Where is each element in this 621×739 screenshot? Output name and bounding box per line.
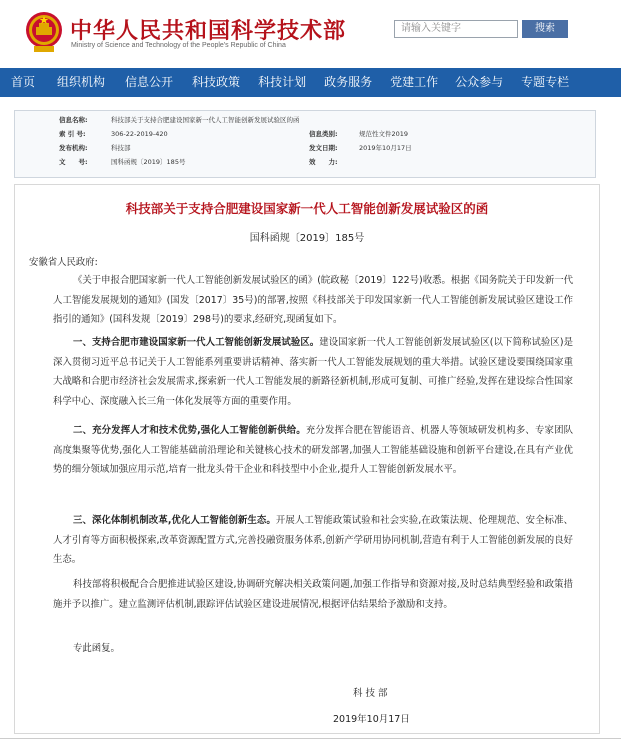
nav-item-policy[interactable]: 科技政策 bbox=[192, 75, 241, 89]
date-label: 发文日期: bbox=[309, 144, 338, 152]
doc-number-label: 文 号: bbox=[59, 158, 88, 166]
nav-item-party[interactable]: 党建工作 bbox=[390, 75, 439, 89]
para-intro: 《关于申报合肥国家新一代人工智能创新发展试验区的函》(皖政秘〔2019〕122号)收悉。根据《国务院关于印发新一代人工智能发展规划的通知》(国发〔2017〕35号)的部署,按照《科技部关于印发国家新一代人工智能创新发展试验区建设工作指引的通知》(国科发规〔2019〕298号)的要求,经研究,现函复如下。 bbox=[53, 275, 573, 326]
article-doc-number: 国科函规〔2019〕185号 bbox=[249, 233, 365, 244]
para-3-body: 开展人工智能政策试验和社会实验,在政策法规、伦理规范、安全标准、人才引育等方面积极探索,改革资源配置方式,完善投融资服务体系,创新产学研用协同机制,营造有利于人工智能创新发展的良好生态。 bbox=[53, 515, 573, 566]
article-title: 科技部关于支持合肥建设国家新一代人工智能创新发展试验区的函 bbox=[125, 201, 489, 216]
closing: 专此函复。 bbox=[73, 643, 120, 654]
category-label: 信息类别: bbox=[309, 130, 338, 138]
para-4: 科技部将积极配合合肥推进试验区建设,协调研究解决相关政策问题,加强工作指导和资源对接,及时总结典型经验和政策措施并予以推广。建立监测评估机制,跟踪评估试验区建设进展情况,根据评估结果给予激励和支持。 bbox=[53, 579, 573, 610]
info-name-label: 信息名称: bbox=[59, 116, 88, 124]
national-emblem-icon bbox=[24, 10, 64, 54]
site-header bbox=[0, 0, 621, 66]
date-value: 2019年10月17日 bbox=[359, 144, 412, 152]
main-nav bbox=[0, 68, 621, 97]
article-body bbox=[14, 184, 600, 734]
doc-number-value: 国科函规〔2019〕185号 bbox=[111, 158, 186, 166]
signature: 科 技 部 bbox=[353, 688, 388, 699]
sign-date: 2019年10月17日 bbox=[333, 714, 410, 725]
search-input[interactable]: 请输入关键字 bbox=[394, 20, 518, 38]
nav-item-organization[interactable]: 组织机构 bbox=[57, 75, 106, 89]
index-label: 索 引 号: bbox=[59, 130, 86, 138]
validity-label: 效 力: bbox=[309, 158, 338, 166]
nav-item-public[interactable]: 公众参与 bbox=[455, 75, 504, 89]
info-name-value: 科技部关于支持合肥建设国家新一代人工智能创新发展试验区的函 bbox=[111, 116, 300, 124]
para-1-body: 建设国家新一代人工智能创新发展试验区(以下简称试验区)是深入贯彻习近平总书记关于人工智能系列重要讲话精神、落实新一代人工智能发展规划的重大举措。试验区建设要围绕国家重大战略和合肥市经济社会发展需求,探索新一代人工智能发展的新路径新机制,形成可复制、可推广经验,发挥在建设综合性国家科学中心、深度融入长三角一体化发展等方面的重要作用。 bbox=[53, 337, 573, 408]
info-metadata-box bbox=[14, 110, 596, 178]
nav-item-home[interactable]: 首页 bbox=[11, 75, 36, 89]
agency-value: 科技部 bbox=[111, 144, 131, 152]
nav-item-topics[interactable]: 专题专栏 bbox=[521, 75, 570, 89]
para-3-heading: 三、深化体制机制改革,优化人工智能创新生态。 bbox=[73, 515, 276, 526]
nav-item-services[interactable]: 政务服务 bbox=[324, 75, 373, 89]
para-2-heading: 二、充分发挥人才和技术优势,强化人工智能创新供给。 bbox=[73, 425, 306, 436]
category-value: 规范性文件2019 bbox=[359, 130, 409, 138]
para-2 bbox=[53, 421, 573, 480]
index-value: 306-22-2019-420 bbox=[111, 130, 168, 138]
para-3 bbox=[53, 511, 573, 570]
nav-item-info-disclosure[interactable]: 信息公开 bbox=[125, 75, 174, 89]
nav-item-programs[interactable]: 科技计划 bbox=[258, 75, 307, 89]
para-2-body: 充分发挥合肥在智能语音、机器人等领域研发机构多、专家团队高度集聚等优势,强化人工智能基础前沿理论和关键核心技术的研发部署,加强人工智能基础设施和创新平台建设,在具有产业优势的细分领域加强应用示范,培育一批龙头骨干企业和科技型中小企业,提升人工智能创新发展水平。 bbox=[53, 425, 573, 476]
salutation: 安徽省人民政府: bbox=[29, 257, 98, 268]
agency-label: 发布机构: bbox=[59, 144, 88, 152]
site-title[interactable]: 中华人民共和国科学技术部 bbox=[70, 19, 347, 44]
para-1 bbox=[53, 333, 573, 412]
para-1-heading: 一、支持合肥市建设国家新一代人工智能创新发展试验区。 bbox=[73, 337, 320, 348]
search-button[interactable]: 搜索 bbox=[522, 20, 568, 38]
site-subtitle: Ministry of Science and Technology of the People's Republic of China bbox=[71, 42, 286, 49]
